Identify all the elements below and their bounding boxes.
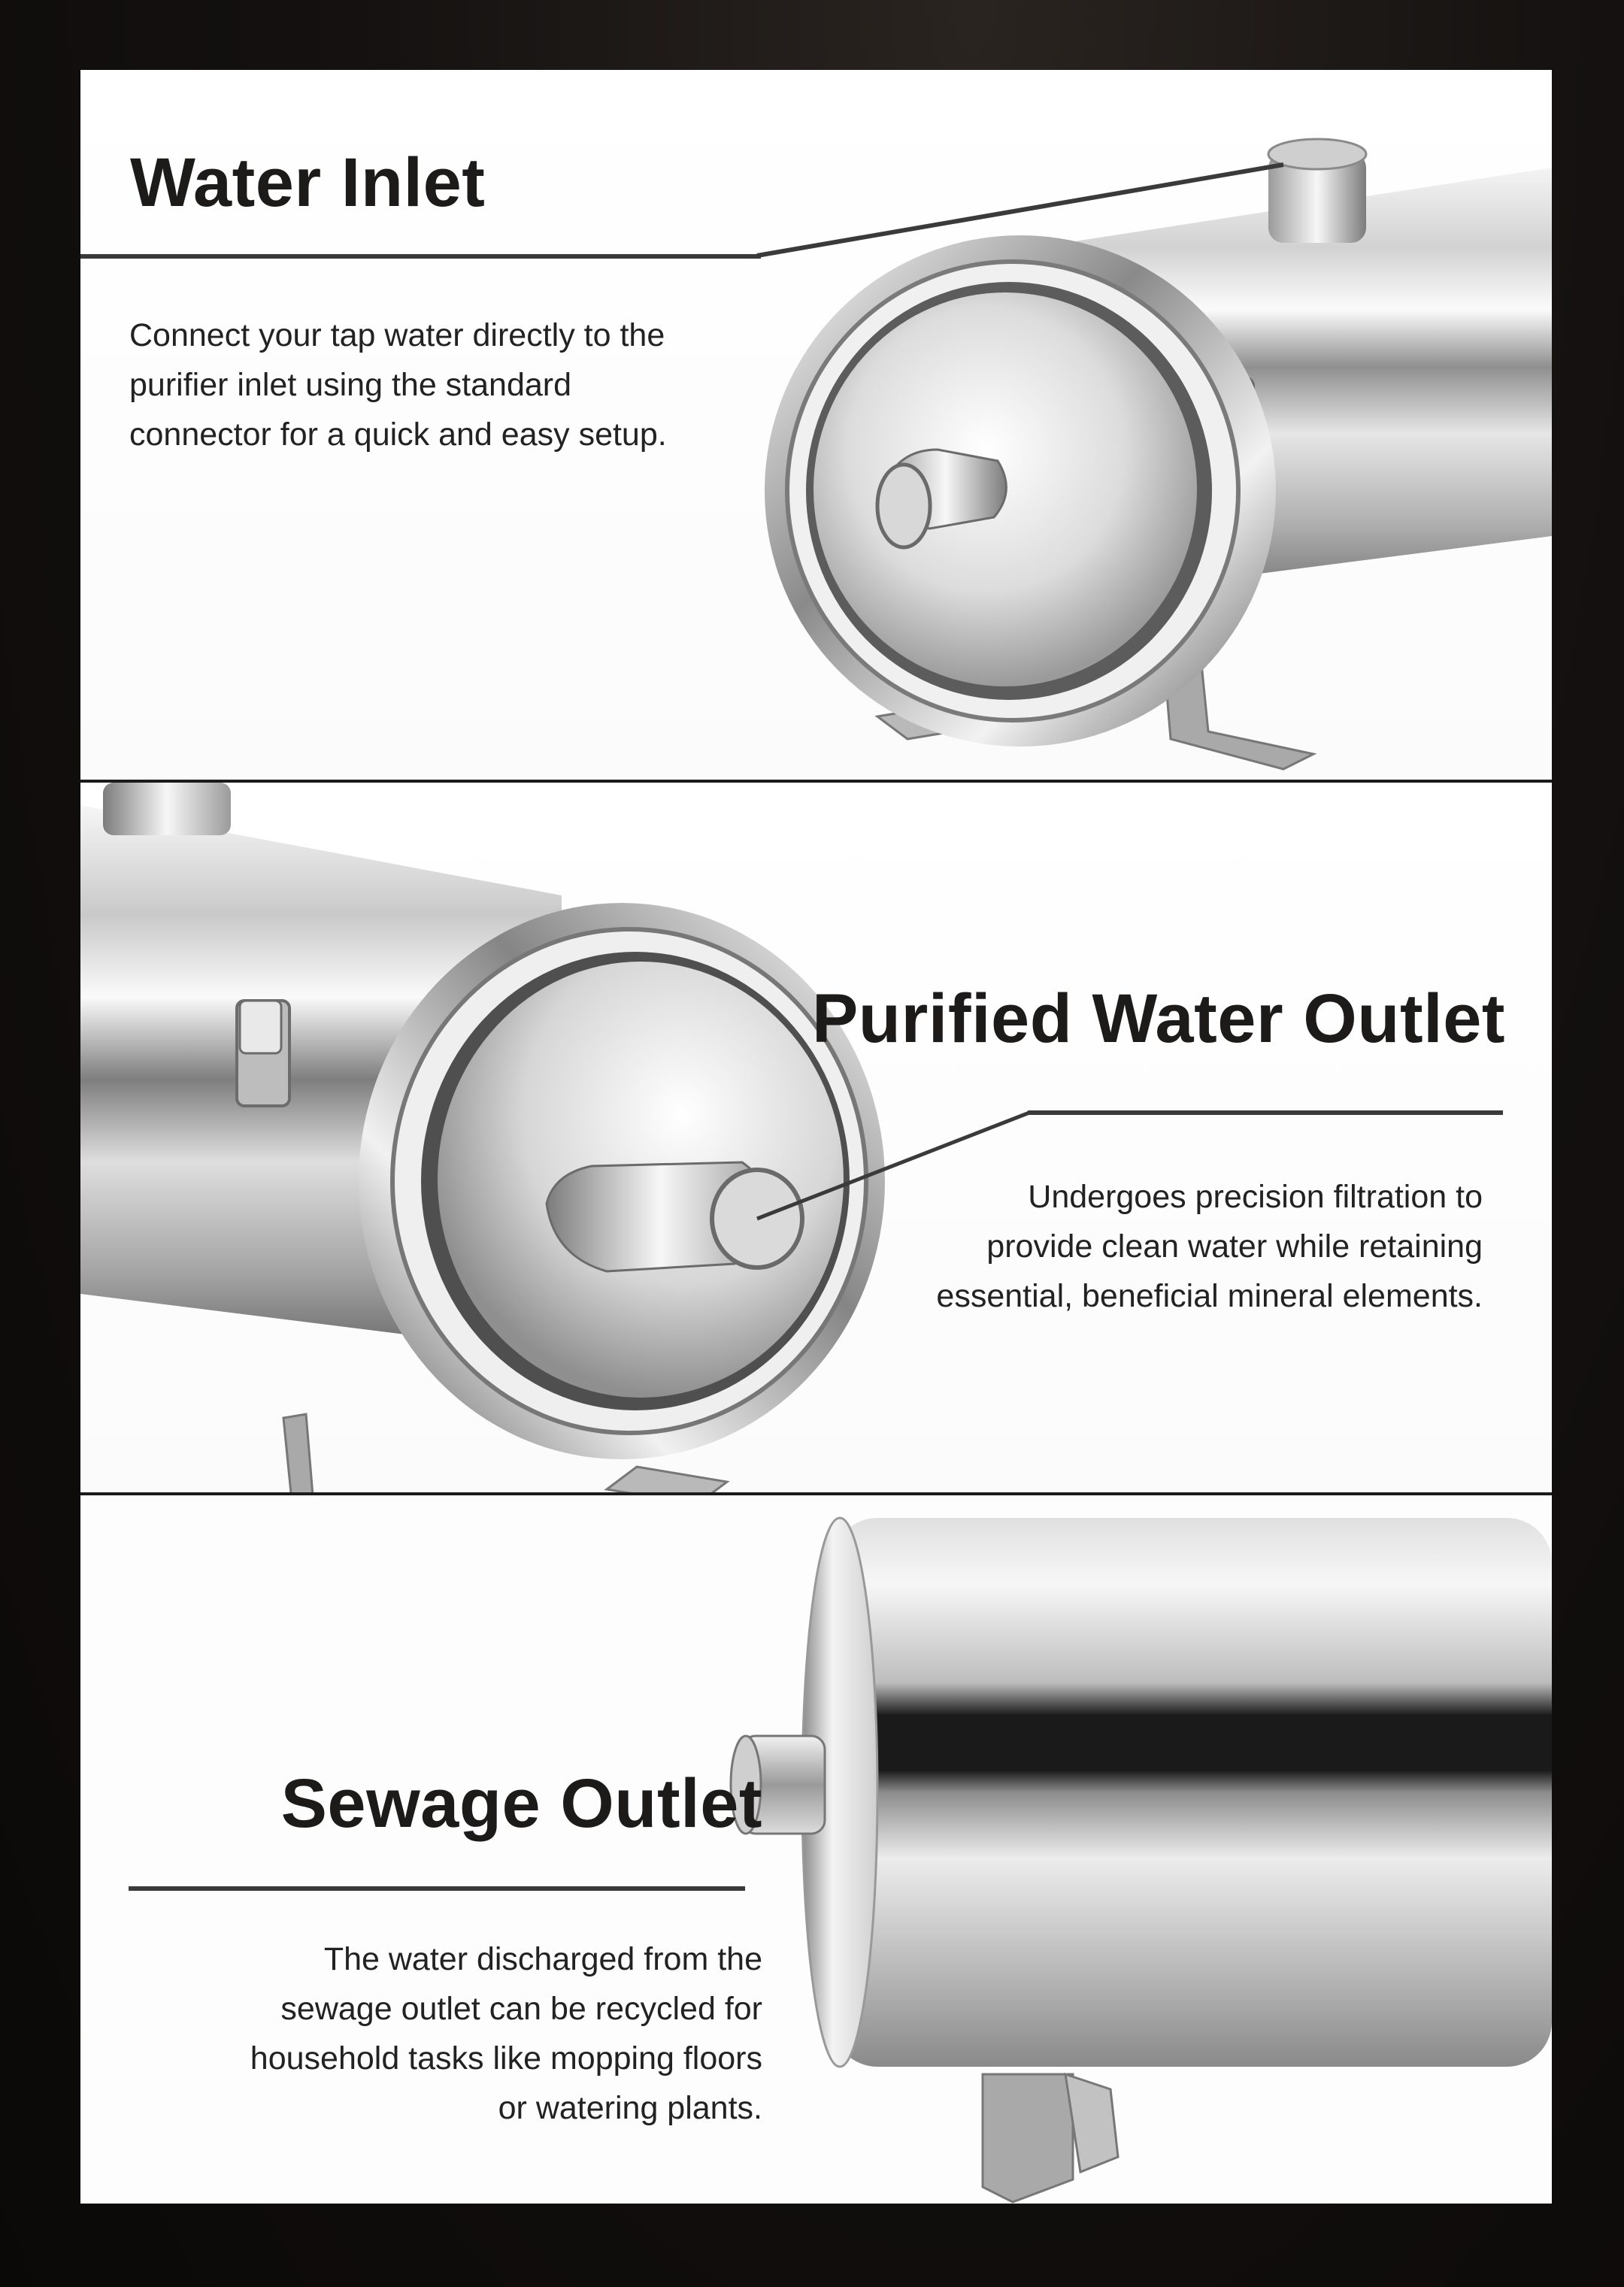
description-line: Connect your tap water directly to the — [129, 317, 665, 353]
description-line: provide clean water while retaining — [986, 1228, 1483, 1265]
description-line: Undergoes precision filtration to — [1028, 1179, 1483, 1215]
purified-water-outlet-panel — [80, 783, 1552, 1492]
water-inlet-panel — [80, 70, 1552, 780]
description-line: purifier inlet using the standard — [129, 367, 572, 403]
description-line: The water discharged from the — [323, 1941, 762, 1977]
description-line: or watering plants. — [498, 2090, 762, 2126]
water-inlet-description — [129, 310, 746, 459]
sewage-outlet-leader-line — [129, 1886, 745, 1891]
purified-water-outlet-title: Purified Water Outlet — [811, 980, 1505, 1057]
product-infographic-card — [80, 70, 1552, 2204]
description-line: sewage outlet can be recycled for — [280, 1991, 762, 2027]
description-line: essential, beneficial mineral elements. — [936, 1278, 1483, 1314]
sewage-outlet-description — [146, 1934, 762, 2133]
purified-outlet-leader-diagonal — [80, 783, 1552, 1492]
sewage-outlet-panel — [80, 1495, 1552, 2204]
purified-water-outlet-description — [866, 1172, 1483, 1321]
description-line: household tasks like mopping floors — [250, 2040, 762, 2076]
sewage-outlet-title: Sewage Outlet — [280, 1765, 762, 1842]
water-inlet-title: Water Inlet — [130, 144, 486, 221]
description-line: connector for a quick and easy setup. — [129, 417, 667, 453]
